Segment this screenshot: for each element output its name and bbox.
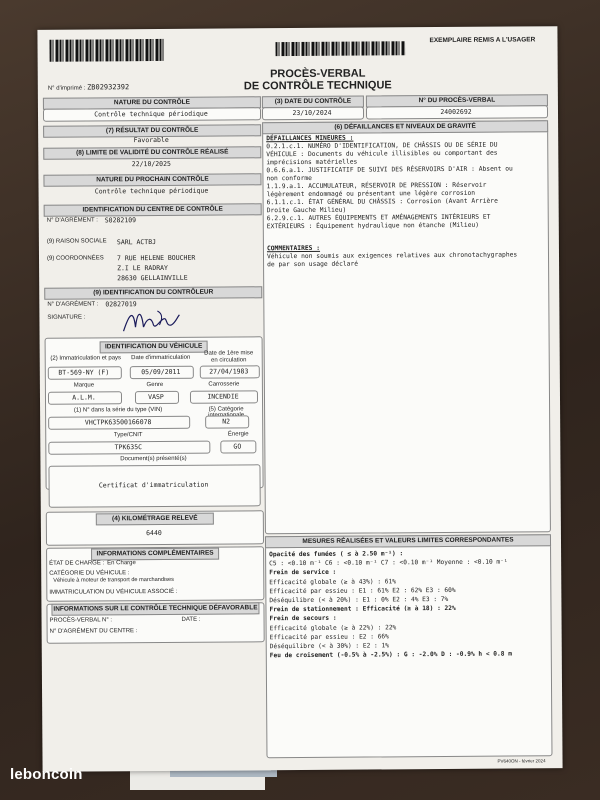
mesure-line: C5 : <0.10 m⁻¹ C6 : <0.10 m⁻¹ C7 : <0.10 m⁻¹ Moyenne : <0.10 m⁻¹ — [269, 558, 508, 568]
coord-line-1: 7 RUE HELENE BOUCHER — [116, 253, 196, 263]
defavorable-header: INFORMATIONS SUR LE CONTRÔLE TECHNIQUE DÉFAVORABLE — [51, 602, 259, 615]
pv-number-header: N° DU PROCÈS-VERBAL — [366, 94, 548, 107]
copy-label: EXEMPLAIRE REMIS A L'USAGER — [429, 36, 536, 45]
defaillances-title: DÉFAILLANCES MINEURES : — [266, 134, 354, 143]
page-title — [188, 67, 448, 93]
type-label: Type/CNIT — [113, 432, 143, 439]
print-number-label: N° d'imprimé : ZB02932392 — [47, 83, 130, 92]
mesure-line: Frein de stationnement : Efficacité (≥ à 18) : 22% — [269, 605, 456, 614]
raison-sociale-label: (9) RAISON SOCIALE — [46, 238, 107, 245]
vin-label: (1) N° dans la série du type (VIN) — [73, 406, 163, 414]
barcode-left — [49, 39, 164, 62]
pv-number-value: 24002692 — [440, 107, 472, 117]
validity-value: 22/10/2025 — [131, 159, 171, 169]
energie-label: Énergie — [227, 431, 249, 438]
comment-text: Véhicule non soumis aux exigences relatives aux chronotachygraphes de par son usage déclaré — [266, 251, 518, 269]
coord-line-3: 28630 GELLAINVILLE — [117, 273, 188, 283]
genre-label: Genre — [146, 381, 164, 389]
immat-associe-label: IMMATRICULATION DU VÉHICULE ASSOCIÉ : — [49, 588, 178, 596]
first-circ-label-line-1: Date de 1ère mise — [204, 350, 254, 357]
kilometrage-value: 6440 — [146, 528, 162, 538]
energie-value: GO — [233, 442, 242, 451]
signature-label: SIGNATURE : — [47, 314, 86, 321]
date-immat-value: 05/09/2011 — [141, 367, 181, 377]
date-immat-label: Date d'immatriculation — [131, 354, 191, 362]
leboncoin-watermark: leboncoin — [10, 766, 83, 783]
defavorable-date-label: DATE : — [181, 616, 201, 623]
first-circulation-label — [198, 350, 260, 363]
nature-value: Contrôle technique périodique — [94, 109, 208, 119]
date-value: 23/10/2024 — [292, 108, 332, 118]
mesure-line: Efficacité globale (≥ à 22%) : 22% — [269, 623, 397, 632]
centre-header: IDENTIFICATION DU CENTRE DE CONTRÔLE — [44, 203, 262, 217]
defavorable-pv-label: PROCÈS-VERBAL N° : — [49, 617, 113, 624]
validity-header: (8) LIMITE DE VALIDITÉ DU CONTRÔLE RÉALISÉ — [43, 146, 261, 160]
next-control-value: Contrôle technique périodique — [94, 186, 209, 196]
title-line-2: DE CONTRÔLE TECHNIQUE — [243, 79, 392, 93]
coordonnees-label: (9) COORDONNÉES — [46, 255, 104, 262]
mesure-line: Efficacité par essieu : E1 : 61% E2 : 62% E3 : 60% — [269, 586, 456, 596]
title-line-1: PROCÈS-VERBAL — [270, 67, 366, 81]
defavorable-agrement-label: N° D'AGRÉMENT DU CENTRE : — [49, 628, 138, 635]
vehicle-header: IDENTIFICATION DU VÉHICULE — [100, 341, 208, 354]
marque-label: Marque — [73, 382, 95, 389]
immat-label: (2) Immatriculation et pays — [50, 355, 122, 362]
next-control-header: NATURE DU PROCHAIN CONTRÔLE — [43, 173, 261, 187]
mesure-line: Opacité des fumées ( ≤ à 2.50 m⁻¹) : — [269, 550, 404, 559]
comment-title: COMMENTAIRES : — [266, 244, 321, 253]
print-number: ZB02932392 — [87, 83, 130, 92]
coord-line-2: Z.I LE RADRAY — [117, 263, 168, 273]
defaillances-header: (6) DÉFAILLANCES ET NIVEAUX DE GRAVITÉ — [262, 120, 548, 134]
signature-image — [119, 303, 181, 337]
mesure-line: Déséquilibre (< à 30%) : E2 : 1% — [269, 642, 389, 651]
complementaires-header: INFORMATIONS COMPLÉMENTAIRES — [91, 548, 219, 561]
mesures-header: MESURES RÉALISÉES ET VALEURS LIMITES CORRESPONDANTES — [265, 534, 551, 548]
kilometrage-header: (4) KILOMÉTRAGE RELEVÉ — [96, 513, 214, 526]
first-circ-label-line-2: en circulation — [211, 356, 247, 364]
mesure-line: Efficacité globale (≥ à 43%) : 61% — [269, 577, 396, 586]
documents-value: Certificat d'immatriculation — [98, 480, 209, 490]
edition-label: PV640ON - février 2024 — [497, 758, 546, 764]
centre-agrement-value: S0282109 — [104, 216, 137, 225]
category-label: (5) Catégorie — [208, 406, 244, 413]
genre-value: VASP — [148, 392, 164, 402]
result-header: (7) RÉSULTAT DU CONTRÔLE — [43, 124, 261, 138]
centre-agrement-label: N° D'AGRÉMENT : — [46, 217, 98, 224]
category-value: N2 — [222, 417, 231, 426]
mesure-line: Frein de secours : — [269, 615, 337, 623]
controleur-agrement-label: N° D'AGRÉMENT : — [47, 301, 99, 308]
mesure-line: Efficacité par essieu : E2 : 66% — [269, 633, 389, 642]
mesure-line: Feu de croisement (-0.5% à -2.5%) : G : -2.0% D : -0.9% h < 0.8 m — [269, 650, 512, 660]
controleur-header: (9) IDENTIFICATION DU CONTRÔLEUR — [44, 286, 262, 300]
category-vehicule-label: CATÉGORIE DU VÉHICULE : — [49, 570, 130, 577]
nature-header: NATURE DU CONTRÔLE — [43, 96, 261, 110]
immat-value: BT-569-NY (F) — [58, 368, 110, 377]
result-value: Favorable — [133, 135, 169, 145]
carrosserie-value: INCENDIE — [207, 392, 239, 401]
documents-label: Document(s) présenté(s) — [120, 455, 187, 463]
vin-value: VHCTPK63500166078 — [84, 418, 152, 427]
mesure-line: Déséquilibre (< à 20%) : E1 : 0% E2 : 4% E3 : 7% — [269, 595, 449, 605]
carrosserie-label: Carrosserie — [208, 381, 240, 388]
first-circ-value: 27/04/1983 — [209, 367, 249, 376]
type-value: TPK635C — [114, 443, 143, 452]
mesures-list — [269, 549, 512, 661]
controleur-agrement-value: 02827019 — [105, 300, 137, 309]
proces-verbal-document — [37, 26, 562, 772]
defaillances-text: 0.2.1.c.1. NUMÉRO D'IDENTIFICATION, DE CHÂSSIS OU DE SÉRIE DU VÉHICULE : Documents du véhicule illisibles ou comportant des imprécisions matérielles 0.6.6.a.1. JUSTIFICATIF DE SUIVI DES RÉSERVOIRS D'AIR : Absent ou non conforme 1.1.9.a.1. ACCUMULATEUR, RÉSERVOIR DE PRESSION : Réservoir légèrement endommagé ou présentant une légère corrosion 6.1.1.c.1. ÉTAT GÉNÉRAL DU CHÂSSIS : Corrosion (Avant Arrière Droite Gauche Milieu) 6.2.9.c.1. AUTRES ÉQUIPEMENTS ET AMÉNAGEMENTS INTÉRIEURS ET EXTÉRIEURS : Équipement hydraulique non étanche (Milieu) — [266, 141, 513, 231]
date-header: (3) DATE DU CONTRÔLE — [262, 96, 364, 109]
etat-charge-label: ÉTAT DE CHARGE : — [49, 560, 105, 567]
mesure-line: Frein de service : — [269, 569, 337, 577]
category-vehicule-value: Véhicule à moteur de transport de marchandises — [53, 576, 174, 584]
marque-value: A.L.M. — [72, 393, 96, 402]
barcode-right — [276, 41, 406, 56]
raison-sociale-value: SARL ACTBJ — [116, 238, 157, 247]
etat-charge-value: En Charge — [107, 560, 136, 567]
